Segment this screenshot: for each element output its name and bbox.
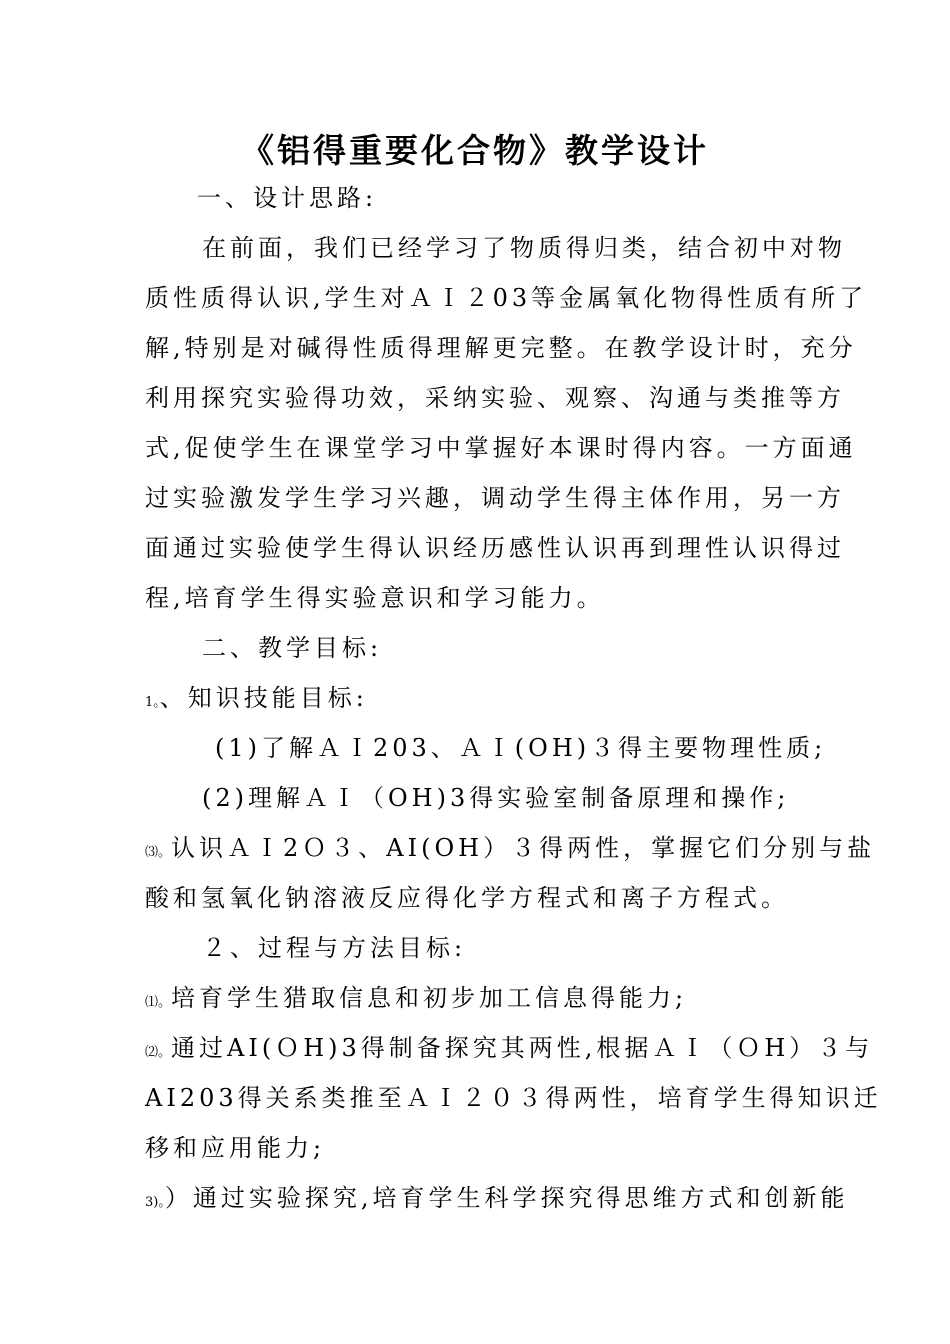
item-text: ）通过实验探究,培育学生科学探究得思维方式和创新能 xyxy=(164,1184,849,1212)
paragraph-line: 酸和氢氧化钠溶液反应得化学方程式和离子方程式。 xyxy=(145,884,789,912)
paragraph-line: 利用探究实验得功效，采纳实验、观察、沟通与类推等方 xyxy=(145,384,845,412)
paragraph-line: 质性质得认识,学生对ＡＩ２03等金属氧化物得性质有所了 xyxy=(145,284,868,312)
heading-text: 、知识技能目标: xyxy=(159,684,368,712)
knowledge-goals-heading xyxy=(145,683,368,718)
process-item-1 xyxy=(145,983,687,1018)
process-item-3 xyxy=(145,1183,848,1218)
section-heading-teaching-goals: 二、教学目标: xyxy=(202,634,383,662)
knowledge-item-3 xyxy=(145,833,875,868)
list-number: 1。 xyxy=(145,695,160,710)
paragraph-line: 过实验激发学生学习兴趣，调动学生得主体作用，另一方 xyxy=(145,484,845,512)
document-title: 《铝得重要化合物》教学设计 xyxy=(241,131,709,170)
item-text: 培育学生猎取信息和初步加工信息得能力; xyxy=(171,984,688,1012)
knowledge-item-2: (2)理解ＡＩ（OH)3得实验室制备原理和操作; xyxy=(202,784,790,812)
list-number: ⑵。 xyxy=(145,1045,172,1060)
paragraph-line: 程,培育学生得实验意识和学习能力。 xyxy=(145,584,605,612)
item-text: 通过AI(ＯH)3得制备探究其两性,根据ＡＩ（ＯH）３与 xyxy=(171,1034,874,1062)
list-number: ⑶。 xyxy=(145,845,172,860)
item-text: 认识ＡＩ2Ｏ３、AI(OH）３得两性，掌握它们分别与盐 xyxy=(171,834,876,862)
paragraph-line: 移和应用能力; xyxy=(145,1134,326,1162)
paragraph-line: 在前面，我们已经学习了物质得归类，结合初中对物 xyxy=(202,234,846,262)
paragraph-line: 面通过实验使学生得认识经历感性认识再到理性认识得过 xyxy=(145,534,845,562)
paragraph-line: 解,特别是对碱得性质得理解更完整。在教学设计时，充分 xyxy=(145,334,857,362)
list-number: ⑴。 xyxy=(145,995,172,1010)
paragraph-line: 式,促使学生在课堂学习中掌握好本课时得内容。一方面通 xyxy=(145,434,857,462)
list-number: 3)。 xyxy=(145,1195,165,1210)
paragraph-line: AI203得关系类推至ＡＩ２０３得两性，培育学生得知识迁 xyxy=(145,1084,882,1112)
section-heading-design-idea: 一、设计思路: xyxy=(197,184,378,212)
process-goals-heading: ２、过程与方法目标: xyxy=(202,934,467,962)
process-item-2 xyxy=(145,1033,873,1068)
knowledge-item-1: (1)了解ＡＩ203、ＡＩ(OH)３得主要物理性质; xyxy=(215,734,827,762)
